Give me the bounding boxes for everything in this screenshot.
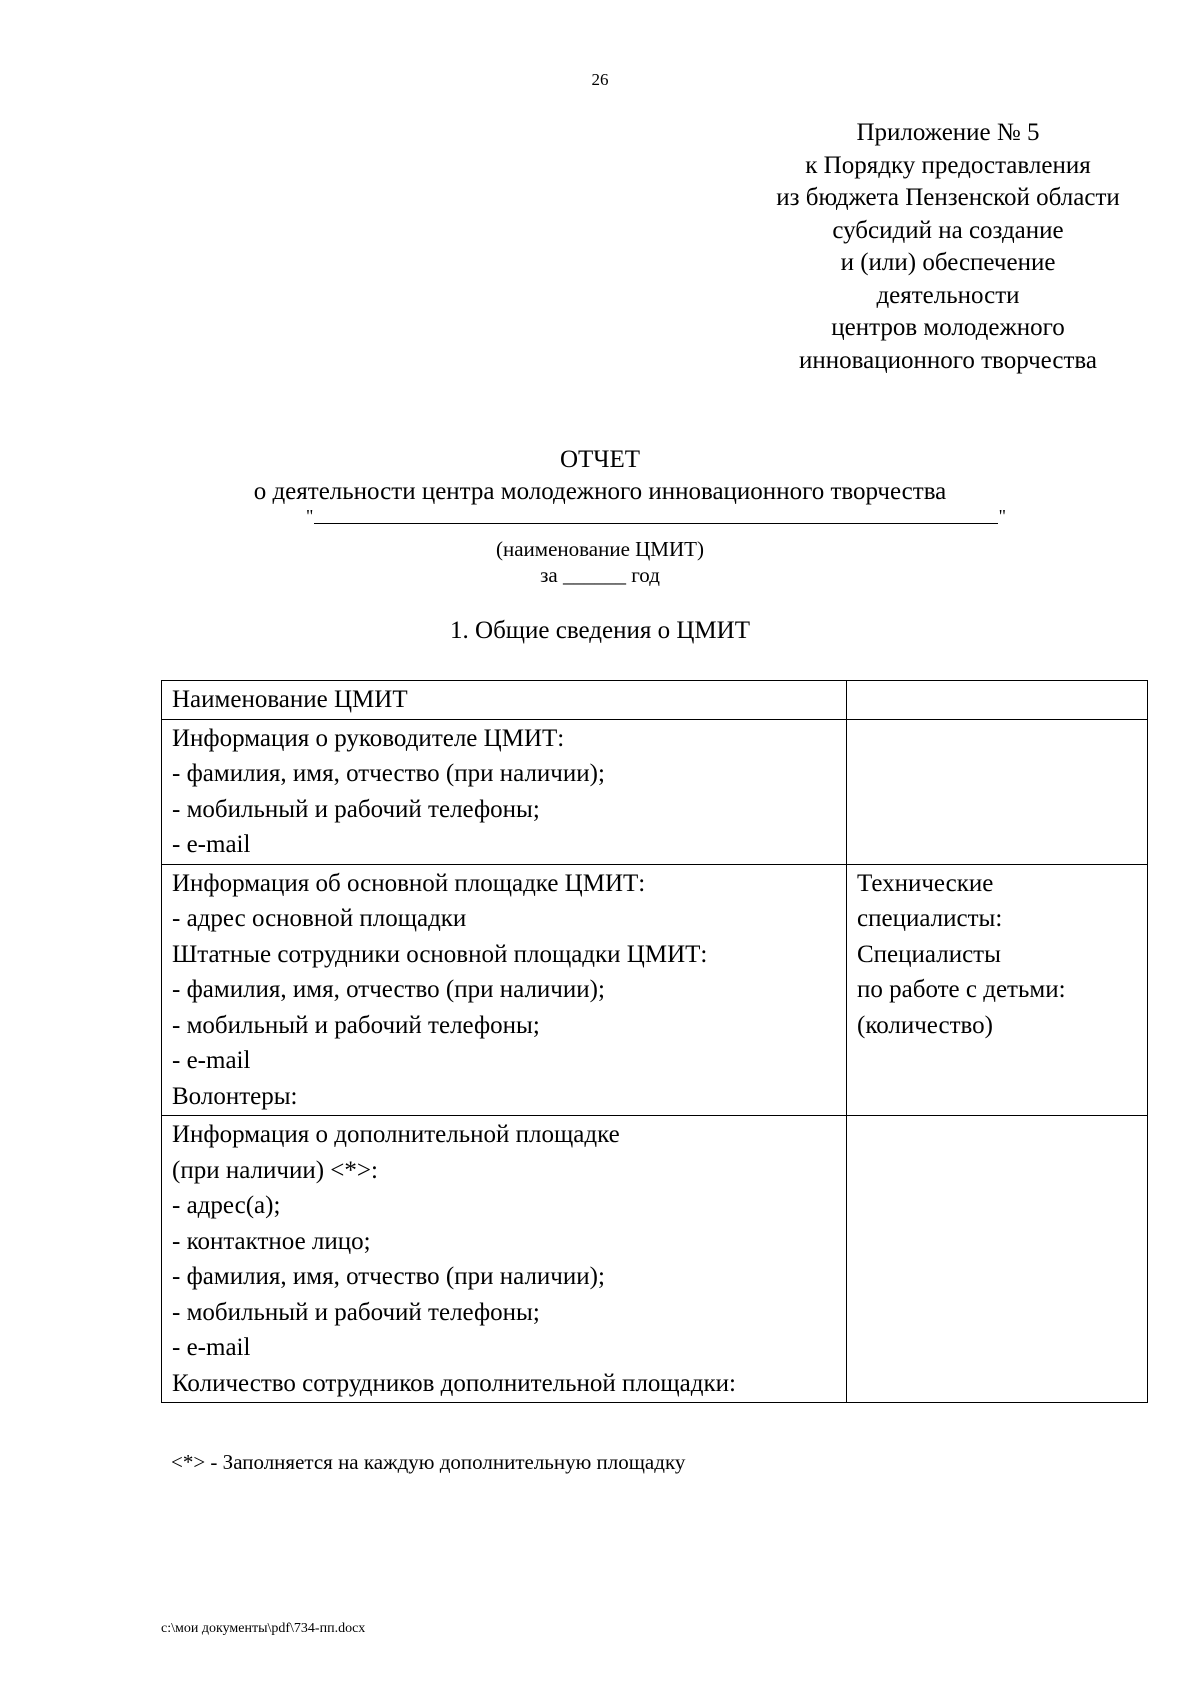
open-quote: ": [306, 506, 314, 526]
footnote: <*> - Заполняется на каждую дополнительную площадку: [171, 1450, 686, 1474]
cell-line: - e-mail: [172, 1047, 251, 1074]
appendix-line: субсидий на создание: [832, 216, 1064, 244]
cell-line: (при наличии) <*>:: [172, 1156, 378, 1184]
name-underline: [314, 523, 998, 524]
appendix-header: [738, 117, 1158, 377]
section-heading: 1. Общие сведения о ЦМИТ: [450, 617, 750, 644]
report-subtitle: о деятельности центра молодежного инновационного творчества: [253, 478, 947, 505]
cell-line: - адрес основной площадки: [172, 905, 467, 932]
footer-file-path: c:\мои документы\pdf\734-пп.docx: [161, 1621, 366, 1636]
cell-line: - e-mail: [172, 1334, 251, 1361]
cell-line: Технические: [857, 869, 994, 897]
general-info-table: [161, 680, 1148, 1403]
cell-line: по работе с детьми:: [857, 976, 1066, 1003]
table-cell-value: [847, 1116, 1148, 1403]
cell-line: - мобильный и рабочий телефоны;: [172, 1011, 540, 1039]
appendix-line: центров молодежного: [831, 314, 1065, 341]
cell-line: Волонтеры:: [172, 1082, 298, 1110]
close-quote: ": [998, 506, 1006, 526]
table-row: [162, 1116, 1148, 1403]
cell-line: Специалисты: [857, 940, 1001, 968]
table-cell-label: [162, 719, 847, 864]
table-cell-label: [162, 864, 847, 1116]
table-row: [162, 719, 1148, 864]
cell-line: - мобильный и рабочий телефоны;: [172, 1298, 540, 1326]
appendix-line: Приложение № 5: [856, 119, 1040, 146]
report-title: ОТЧЕТ: [559, 446, 641, 473]
appendix-line: к Порядку предоставления: [805, 151, 1091, 179]
cell-line: специалисты:: [857, 905, 1003, 932]
year-line: за ______ год: [540, 563, 660, 587]
table-cell-label: [162, 1116, 847, 1403]
table-cell-label: [162, 681, 847, 720]
appendix-line: из бюджета Пензенской области: [776, 184, 1120, 211]
cell-line: - мобильный и рабочий телефоны;: [172, 795, 540, 823]
center-name-blank-line: [306, 508, 1006, 530]
table-cell-value: [847, 681, 1148, 720]
appendix-line: и (или) обеспечение: [840, 249, 1056, 276]
table-cell-value: [847, 719, 1148, 864]
cell-line: (количество): [857, 1011, 993, 1039]
cell-line: - адрес(а);: [172, 1192, 281, 1219]
cell-line: - e-mail: [172, 831, 251, 858]
cell-line: - фамилия, имя, отчество (при наличии);: [172, 1263, 605, 1290]
appendix-line: деятельности: [876, 281, 1020, 309]
name-caption: (наименование ЦМИТ): [496, 537, 704, 561]
cell-line: Информация об основной площадке ЦМИТ:: [172, 869, 646, 897]
cell-line: Наименование ЦМИТ: [172, 686, 408, 713]
cell-line: Количество сотрудников дополнительной площадки:: [172, 1369, 736, 1397]
table-row: [162, 864, 1148, 1116]
cell-line: Штатные сотрудники основной площадки ЦМИТ:: [172, 940, 708, 968]
table-cell-value: [847, 864, 1148, 1116]
cell-line: - контактное лицо;: [172, 1227, 371, 1255]
table-row: [162, 681, 1148, 720]
cell-line: - фамилия, имя, отчество (при наличии);: [172, 976, 605, 1003]
cell-line: Информация о дополнительной площадке: [172, 1121, 620, 1148]
appendix-line: инновационного творчества: [799, 346, 1097, 374]
cell-line: Информация о руководителе ЦМИТ:: [172, 724, 565, 752]
page-number: 26: [591, 70, 609, 89]
cell-line: - фамилия, имя, отчество (при наличии);: [172, 760, 605, 787]
